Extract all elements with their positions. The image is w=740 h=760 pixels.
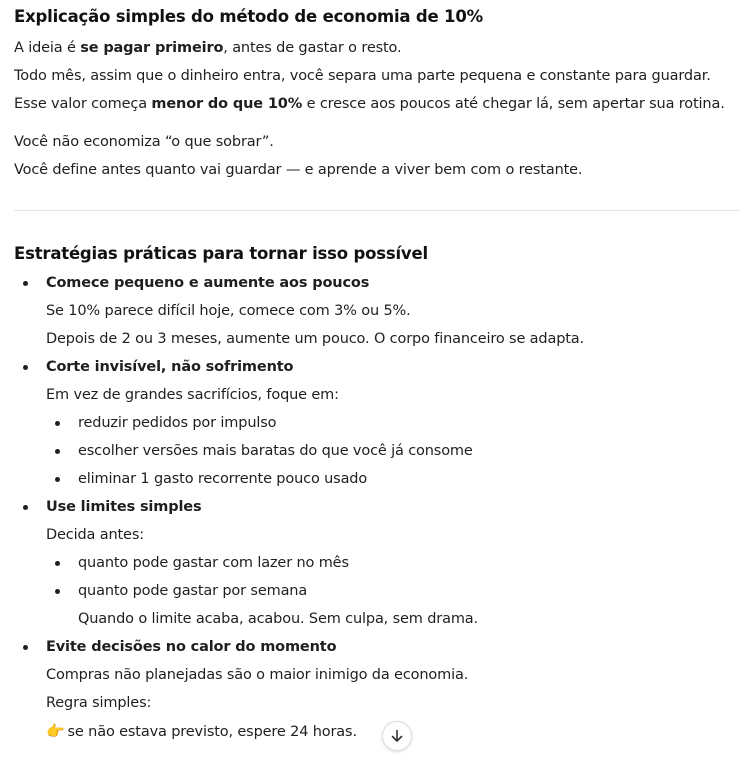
scroll-down-button[interactable] [382, 721, 412, 751]
sub-list-item: quanto pode gastar com lazer no mês [14, 549, 738, 577]
list-item-text: Decida antes: [46, 527, 144, 543]
tip-line: 👉 se não estava previsto, espere 24 horas. [46, 722, 357, 740]
bullet-icon [55, 421, 60, 426]
list-item-text: Regra simples: [46, 695, 152, 711]
list-item-text: Compras não planejadas são o maior inimigo da economia. [46, 667, 469, 683]
pointing-hand-icon: 👉 [46, 722, 65, 740]
bullet-icon [23, 365, 28, 370]
sub-list-item: eliminar 1 gasto recorrente pouco usado [14, 465, 738, 493]
sub-list-item: reduzir pedidos por impulso [14, 409, 738, 437]
bullet-icon [55, 477, 60, 482]
bullet-icon [23, 281, 28, 286]
list-item-text: Em vez de grandes sacrifícios, foque em: [46, 387, 339, 403]
paragraph-monthly: Todo mês, assim que o dinheiro entra, você separa uma parte pequena e constante para guardar. [14, 68, 711, 84]
document-content [14, 0, 738, 746]
bullet-icon [55, 561, 60, 566]
paragraph-idea: A ideia é se pagar primeiro, antes de gastar o resto. [14, 40, 402, 56]
list-item-text: Se 10% parece difícil hoje, comece com 3% ou 5%. [46, 303, 411, 319]
bullet-icon [55, 589, 60, 594]
paragraph-not-leftover: Você não economiza “o que sobrar”. [14, 134, 274, 150]
arrow-down-icon [390, 729, 404, 743]
bullet-icon [55, 449, 60, 454]
bullet-icon [23, 505, 28, 510]
list-item-heading: Use limites simples [14, 493, 738, 521]
bullet-icon [23, 645, 28, 650]
paragraph-define-before: Você define antes quanto vai guardar — e aprende a viver bem com o restante. [14, 162, 583, 178]
sub-list-item: escolher versões mais baratas do que você já consome [14, 437, 738, 465]
list-item-heading: Comece pequeno e aumente aos poucos [14, 269, 738, 297]
list-item-heading: Corte invisível, não sofrimento [14, 353, 738, 381]
list-item-heading: Evite decisões no calor do momento [14, 633, 738, 661]
list-item-text: Depois de 2 ou 3 meses, aumente um pouco. O corpo financeiro se adapta. [46, 331, 584, 347]
section-title-method: Explicação simples do método de economia de 10% [14, 7, 483, 26]
section-title-strategies: Estratégias práticas para tornar isso possível [14, 244, 428, 263]
sub-list-item: quanto pode gastar por semana [14, 577, 738, 605]
paragraph-value: Esse valor começa menor do que 10% e cresce aos poucos até chegar lá, sem apertar sua rotina. [14, 96, 725, 112]
sub-list-continuation: Quando o limite acaba, acabou. Sem culpa, sem drama. [78, 611, 478, 627]
